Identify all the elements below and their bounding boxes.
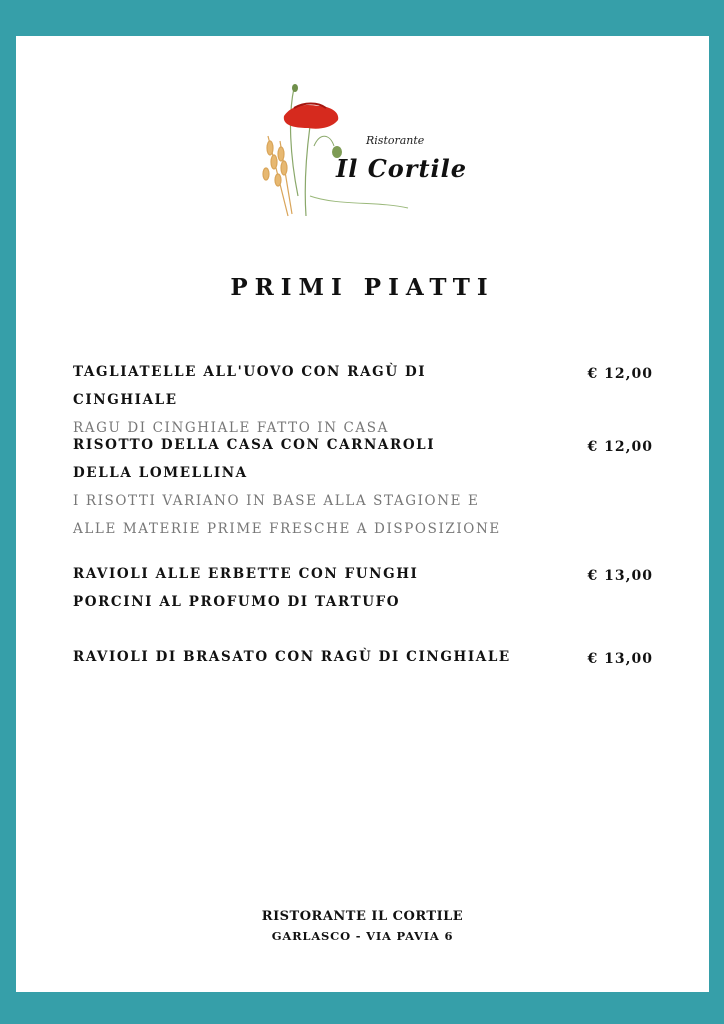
menu-item	[73, 358, 653, 442]
page-title: PRIMI PIATTI	[230, 274, 495, 301]
item-name: RISOTTO DELLA CASA CON CARNAROLI DELLA LOMELLINA	[73, 437, 436, 481]
item-name: RAVIOLI ALLE ERBETTE CON FUNGHI PORCINI AL PROFUMO DI TARTUFO	[73, 566, 419, 610]
footer-name: RISTORANTE IL CORTILE	[261, 909, 464, 924]
menu-item	[73, 643, 653, 671]
restaurant-logo	[248, 76, 488, 226]
item-price: € 12,00	[587, 366, 653, 382]
item-name: TAGLIATELLE ALL'UOVO CON RAGÙ DI CINGHIALE	[73, 364, 427, 408]
item-price: € 13,00	[587, 651, 653, 667]
item-name: RAVIOLI DI BRASATO CON RAGÙ DI CINGHIALE	[73, 649, 511, 665]
item-price: € 12,00	[587, 439, 653, 455]
menu-item	[73, 560, 653, 616]
logo-subtitle: Ristorante	[366, 134, 425, 147]
logo-name: Il Cortile	[336, 154, 468, 183]
footer	[16, 908, 709, 946]
poppy-wheat-icon	[248, 76, 488, 226]
item-description: RAGU DI CINGHIALE FATTO IN CASA	[73, 420, 389, 436]
item-description: I RISOTTI VARIANO IN BASE ALLA STAGIONE E ALLE MATERIE PRIME FRESCHE A DISPOSIZIONE	[73, 493, 501, 537]
menu-page	[16, 36, 709, 992]
footer-address: GARLASCO - VIA PAVIA 6	[271, 929, 454, 943]
menu-item	[73, 431, 653, 543]
item-price: € 13,00	[587, 568, 653, 584]
